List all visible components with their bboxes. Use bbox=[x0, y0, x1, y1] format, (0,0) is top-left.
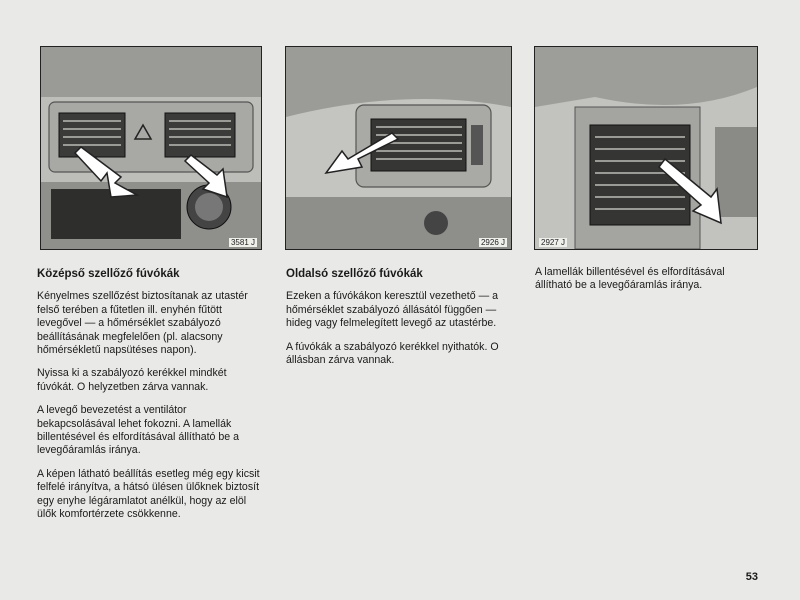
paragraph: A képen látható beállítás esetleg még egy kicsit felfelé irányítva, a hátsó ülésen ülőknek biztosít egy enyhe légáramlatot anélkül, hogy az elöl ülők komfortérzete csökkenne. bbox=[37, 467, 260, 521]
column-center-vents bbox=[37, 268, 262, 532]
right-side-vent-illustration bbox=[535, 47, 757, 249]
paragraph: Nyissa ki a szabályozó kerékkel mindkét fúvókát. O helyzetben zárva vannak. bbox=[37, 367, 227, 393]
figure-side-vent bbox=[285, 46, 512, 250]
column-right bbox=[535, 266, 755, 303]
center-vents-illustration bbox=[41, 47, 261, 249]
section-heading: Középső szellőző fúvókák bbox=[37, 268, 180, 280]
paragraph: Ezeken a fúvókákon keresztül vezethető — a hőmérséklet szabályozó állásától függően — hideg vagy felmelegített levegő az utastérbe. bbox=[286, 290, 498, 330]
paragraph: A levegő bevezetést a ventilátor bekapcsolásával lehet fokozni. A lamellák billentésével és elfordításával állítható be a levegőáramlás iránya. bbox=[37, 404, 239, 457]
figure-right-side-vent bbox=[534, 46, 758, 250]
column-side-vents bbox=[286, 268, 508, 377]
page-number: 53 bbox=[745, 571, 758, 583]
paragraph: Kényelmes szellőzést biztosítanak az utastér felső terében a fűtetlen ill. enyhén fűtött levegővel — a hőmérséklet szabályozó beállításának megfelelően (pl. alacsony hőmérsékletű napsütéses napon). bbox=[37, 290, 248, 357]
figure-code: 2927 J bbox=[541, 238, 566, 247]
figure-code: 2926 J bbox=[480, 238, 505, 247]
paragraph: A fúvókák a szabályozó kerékkel nyithatók. O állásban zárva vannak. bbox=[286, 340, 499, 367]
figure-center-vents bbox=[40, 46, 262, 250]
section-heading: Oldalsó szellőző fúvókák bbox=[286, 268, 423, 280]
paragraph: A lamellák billentésével és elfordításával állítható be a levegőáramlás iránya. bbox=[535, 266, 725, 292]
figure-code: 3581 J bbox=[230, 238, 255, 247]
side-vent-illustration bbox=[286, 47, 511, 249]
